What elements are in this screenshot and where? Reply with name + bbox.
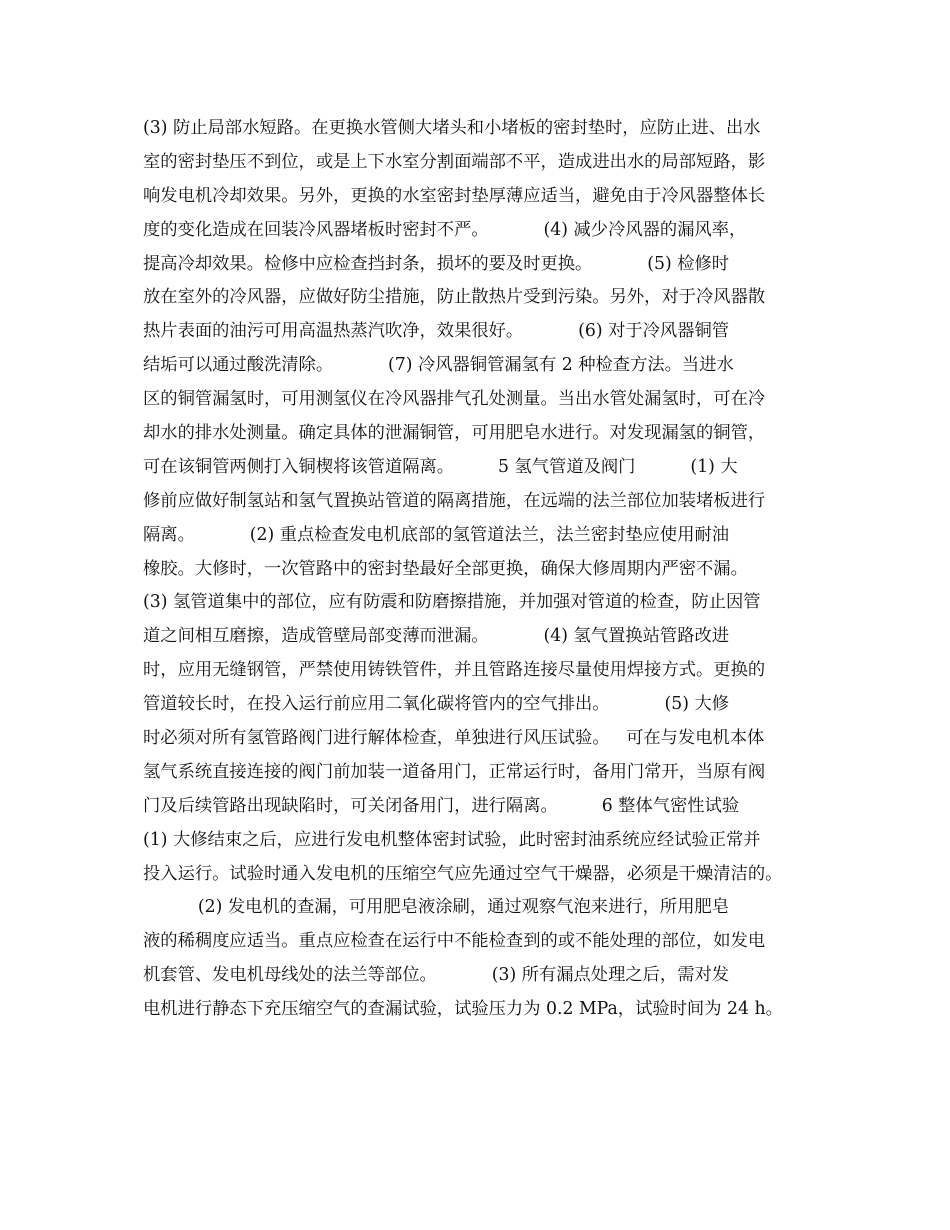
text-line: 提高冷却效果。检修中应检查挡封条，损坏的要及时更换。 (5) 检修时 <box>143 253 730 274</box>
document-body <box>143 112 823 1027</box>
text-line: 室的密封垫压不到位，或是上下水室分割面端部不平，造成进出水的局部短路，影 <box>143 151 766 172</box>
text-line: 橡胶。大修时，一次管路中的密封垫最好全部更换，确保大修周期内严密不漏。 <box>143 558 748 579</box>
text-line: (1) 大修结束之后，应进行发电机整体密封试验，此时密封油系统应经试验正常并 <box>143 829 761 850</box>
text-line: (3) 氢管道集中的部位，应有防震和防磨擦措施，并加强对管道的检查，防止因管 <box>143 592 761 613</box>
text-line: 道之间相互磨擦，造成管壁局部变薄而泄漏。 (4) 氢气置换站管路改进 <box>143 626 730 647</box>
text-line: 结垢可以通过酸洗清除。 (7) 冷风器铜管漏氢有 2 种检查方法。当进水 <box>143 355 734 376</box>
text-line: 却水的排水处测量。确定具体的泄漏铜管，可用肥皂水进行。对发现漏氢的铜管， <box>143 423 766 444</box>
text-line: 放在室外的冷风器，应做好防尘措施，防止散热片受到污染。另外，对于冷风器散 <box>143 287 766 308</box>
text-line: 时，应用无缝钢管，严禁使用铸铁管件，并且管路连接尽量使用焊接方式。更换的 <box>143 660 766 681</box>
text-line: 可在该铜管两侧打入铜楔将该管道隔离。 5 氢气管道及阀门 (1) 大 <box>143 456 738 477</box>
text-line: (3) 防止局部水短路。在更换水管侧大堵头和小堵板的密封垫时，应防止进、出水 <box>143 118 761 138</box>
text-line: 机套管、发电机母线处的法兰等部位。 (3) 所有漏点处理之后，需对发 <box>143 965 730 986</box>
text-line: 管道较长时，在投入运行前应用二氧化碳将管内的空气排出。 (5) 大修 <box>143 694 730 715</box>
text-line: 区的铜管漏氢时，可用测氢仪在冷风器排气孔处测量。当出水管处漏氢时，可在冷 <box>143 389 766 410</box>
text-line: 响发电机冷却效果。另外，更换的水室密封垫厚薄应适当，避免由于冷风器整体长 <box>143 185 766 206</box>
text-line: 门及后续管路出现缺陷时，可关闭备用门，进行隔离。 6 整体气密性试验 <box>143 795 740 816</box>
text-line: 投入运行。试验时通入发电机的压缩空气应先通过空气干燥器，必须是干燥清洁的。 <box>143 863 783 884</box>
text-line: (2) 发电机的查漏，可用肥皂液涂刷，通过观察气泡来进行，所用肥皂 <box>143 897 730 918</box>
text-line: 电机进行静态下充压缩空气的查漏试验，试验压力为 0.2 MPa，试验时间为 24 h。 <box>143 999 783 1020</box>
text-line: 度的变化造成在回装冷风器堵板时密封不严。 (4) 减少冷风器的漏风率， <box>143 219 747 240</box>
text-line: 液的稀稠度应适当。重点应检查在运行中不能检查到的或不能处理的部位，如发电 <box>143 931 766 952</box>
text-line: 修前应做好制氢站和氢气置换站管道的隔离措施，在远端的法兰部位加装堵板进行 <box>143 490 766 511</box>
text-line: 氢气系统直接连接的阀门前加装一道备用门，正常运行时，备用门常开，当原有阀 <box>143 761 766 782</box>
text-line: 热片表面的油污可用高温热蒸汽吹净，效果很好。 (6) 对于冷风器铜管 <box>143 321 730 342</box>
text-line: 时必须对所有氢管路阀门进行解体检查，单独进行风压试验。 可在与发电机本体 <box>143 728 765 749</box>
text-line: 隔离。 (2) 重点检查发电机底部的氢管道法兰，法兰密封垫应使用耐油 <box>143 524 730 545</box>
